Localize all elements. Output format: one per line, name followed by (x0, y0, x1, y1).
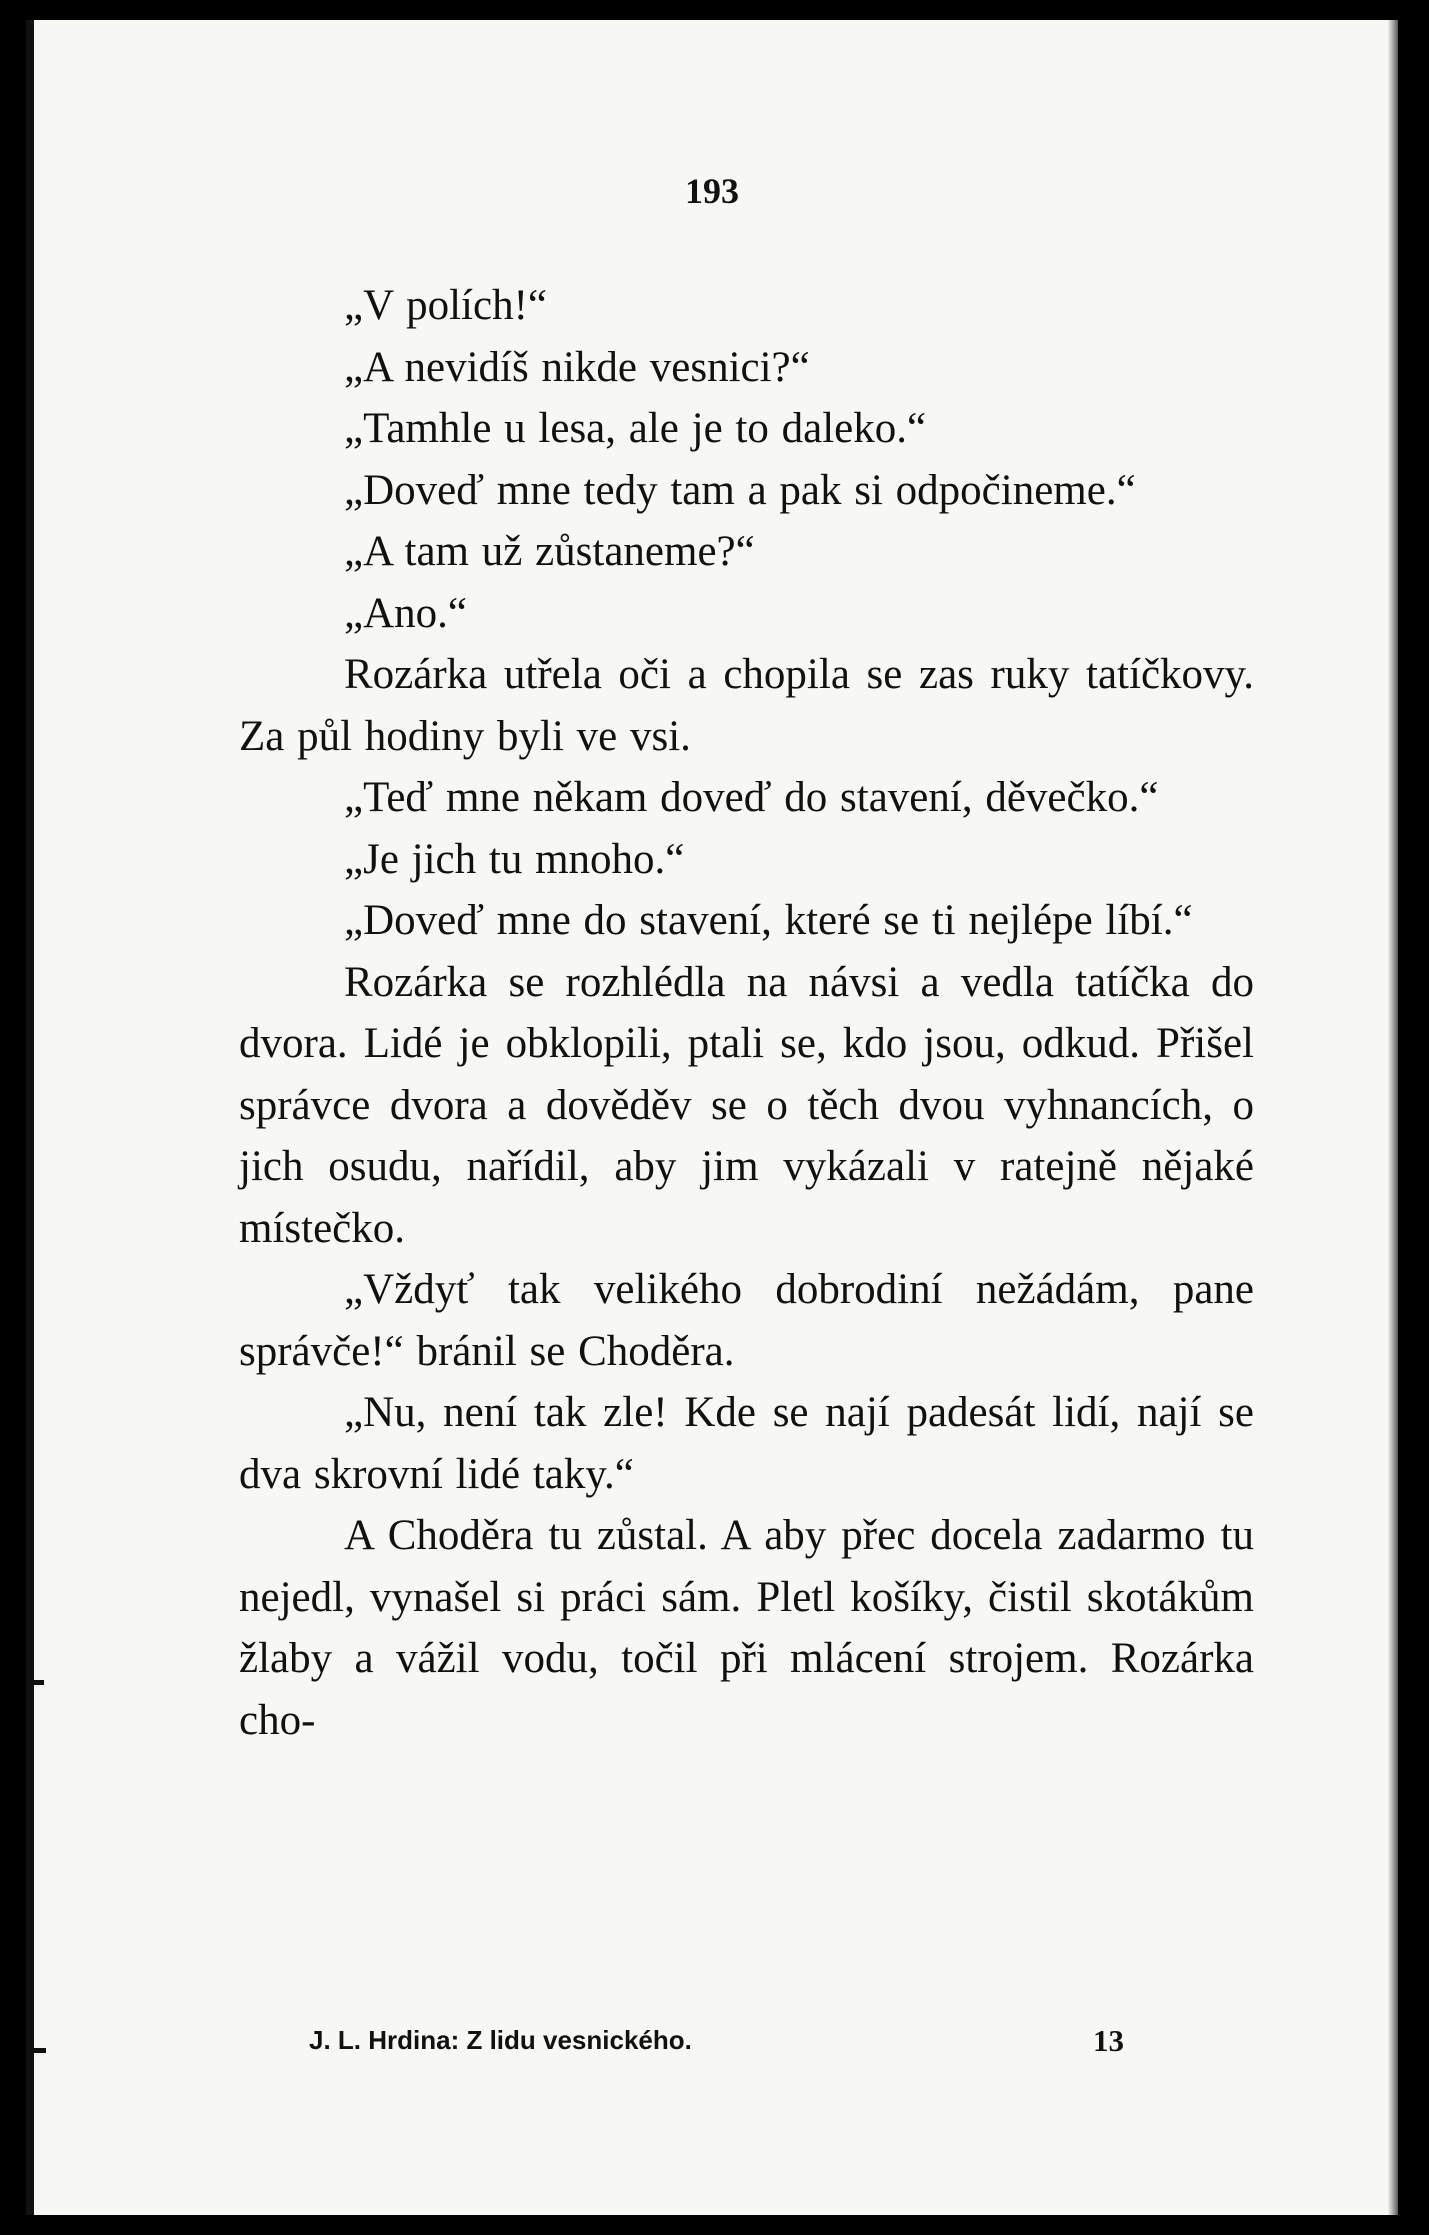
body-text (239, 275, 1254, 1751)
paragraph: „Doveď mne do stavení, které se ti nejlépe líbí.“ (344, 897, 1193, 944)
paragraph: „Vždyť tak velikého dobrodiní nežádám, pane správče!“ bránil se Choděra. (239, 1266, 1254, 1375)
paragraph: Rozárka utřela oči a chopila se zas ruky tatíčkovy. Za půl hodiny byli ve vsi. (239, 651, 1254, 760)
paragraph: Rozárka se rozhlédla na návsi a vedla tatíčka do dvora. Lidé je obklopili, ptali se, kdo jsou, odkud. Přišel správce dvora a dověděv se o těch dvou vyhnancích, o jich osudu, nařídil, aby jim vykázali v ratejně nějaké místečko. (239, 958, 1254, 1252)
page-number: 193 (685, 171, 739, 211)
paragraph: „Doveď mne tedy tam a pak si odpočineme.“ (344, 466, 1136, 514)
paragraph: „Ano.“ (344, 589, 467, 637)
page-left-edge (26, 20, 34, 2215)
footer-signature: J. L. Hrdina: Z lidu vesnického. (309, 2025, 692, 2055)
paragraph: „Nu, není tak zle! Kde se nají padesát lidí, nají se dva skrovní lidé taky.“ (239, 1389, 1254, 1498)
page-right-edge (1388, 20, 1398, 2215)
paragraph: „Tamhle u lesa, ale je to daleko.“ (344, 405, 927, 452)
binding-mark (26, 2048, 46, 2053)
paragraph: „Teď mne někam doveď do stavení, děvečko.“ (344, 774, 1159, 821)
paragraph: A Choděra tu zůstal. A aby přec docela zadarmo tu nejedl, vynašel si práci sám. Pletl košíky, čistil skotákům žlaby a vážil vodu, točil při mlácení strojem. Rozárka cho- (239, 1512, 1254, 1744)
footer (309, 2025, 1124, 2056)
paragraph: „V polích!“ (344, 282, 547, 329)
binding-mark (26, 1680, 44, 1685)
footer-sheet-number: 13 (1093, 2023, 1124, 2058)
book-page (26, 20, 1398, 2215)
paragraph: „A tam už zůstaneme?“ (344, 528, 755, 575)
paragraph: „Je jich tu mnoho.“ (344, 835, 685, 883)
paragraph: „A nevidíš nikde vesnici?“ (344, 343, 810, 391)
